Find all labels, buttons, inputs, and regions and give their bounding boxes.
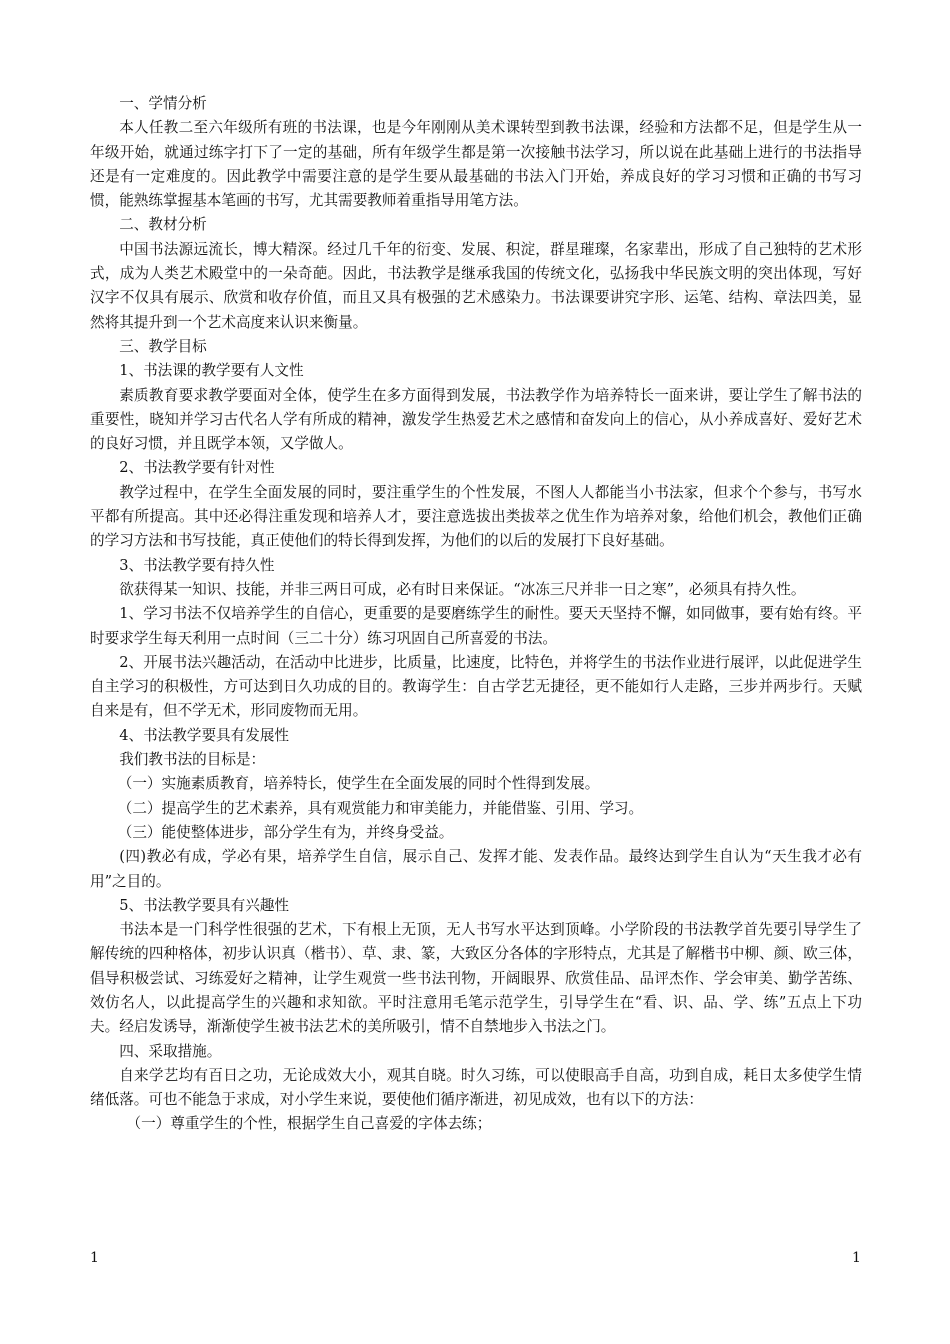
subheading: 1、书法课的教学要有人文性: [119, 362, 304, 380]
heading-measures: 四、采取措施。: [119, 1042, 222, 1060]
paragraph: 我们教书法的目标是：: [119, 751, 266, 769]
page-number-left: 1: [90, 1250, 99, 1266]
heading-material-analysis: 二、教材分析: [119, 216, 207, 234]
subheading: 2、书法教学要有针对性: [119, 459, 275, 477]
heading-learning-analysis: 一、学情分析: [119, 95, 207, 112]
subheading: 5、书法教学要具有兴趣性: [119, 896, 290, 914]
paragraph: 自来学艺均有百日之功，无论成效大小，观其自晓。时久习练，可以使眼高手自高，功到自成，耗日太多使学生情绪低落。可也不能急于求成，对小学生来说，要使他们循序渐进，初见成效，也有以下的方法：: [90, 1066, 862, 1109]
paragraph: 素质教育要求教学要面对全体，使学生在多方面得到发展，书法教学作为培养特长一面来讲，要让学生了解书法的重要性，晓知并学习古代名人学有所成的精神，激发学生热爱艺术之感情和奋发向上的信心，从小养成喜好、爱好艺术的良好习惯，并且既学本领，又学做人。: [90, 386, 862, 453]
heading-teaching-goals: 三、教学目标: [119, 337, 207, 355]
paragraph: 中国书法源远流长，博大精深。经过几千年的衍变、发展、积淀，群星璀璨，名家辈出，形成了自己独特的艺术形式，成为人类艺术殿堂中的一朵奇葩。因此，书法教学是继承我国的传统文化，弘扬我中华民族文明的突出体现，写好汉字不仅具有展示、欣赏和收存价值，而且又具有极强的艺术感染力。书法课要讲究字形、运笔、结构、章法四美，显然将其提升到一个艺术高度来认识来衡量。: [90, 240, 862, 331]
list-item: （二）提高学生的艺术素养，具有观赏能力和审美能力，并能借鉴、引用、学习。: [117, 799, 644, 817]
paragraph: 教学过程中，在学生全面发展的同时，要注重学生的个性发展，不图人人都能当小书法家，但求个个参与，书写水平都有所提高。其中还必得注重发现和培养人才，要注意选拔出类拔萃之优生作为培养对象，给他们机会，教他们正确的学习方法和书写技能，真正使他们的特长得到发挥，为他们的以后的发展打下良好基础。: [90, 483, 862, 550]
document-body: [90, 92, 862, 1137]
paragraph: (四)教必有成，学必有果，培养学生自信，展示自己、发挥才能、发表作品。最终达到学生自认为“天生我才必有用”之目的。: [90, 848, 862, 890]
paragraph: 1、学习书法不仅培养学生的自信心，更重要的是要磨练学生的耐性。要天天坚持不懈，如同做事，要有始有终。平时要求学生每天利用一点时间（三二十分）练习巩固自己所喜爱的书法。: [90, 605, 862, 647]
paragraph: 本人任教二至六年级所有班的书法课，也是今年刚刚从美术课转型到教书法课，经验和方法都不足，但是学生从一年级开始，就通过练字打下了一定的基础，所有年级学生都是第一次接触书法学习，所以说在此基础上进行的书法指导还是有一定难度的。因此教学中需要注意的是学生要从最基础的书法入门开始，养成良好的学习习惯和正确的书写习惯，能熟练掌握基本笔画的书写，尤其需要教师着重指导用笔方法。: [90, 119, 862, 210]
list-item: （一）实施素质教育，培养特长，使学生在全面发展的同时个性得到发展。: [117, 775, 600, 793]
subheading: 3、书法教学要有持久性: [119, 556, 275, 574]
subheading: 4、书法教学要具有发展性: [119, 726, 290, 744]
list-item: （三）能使整体进步，部分学生有为，并终身受益。: [117, 823, 454, 841]
paragraph: 欲获得某一知识、技能，并非三两日可成，必有时日来保证。“冰冻三尺并非一日之寒”，必须具有持久性。: [119, 580, 806, 598]
paragraph: 2、开展书法兴趣活动，在活动中比进步，比质量，比速度，比特色，并将学生的书法作业进行展评，以此促进学生自主学习的积极性，方可达到日久功成的目的。教诲学生：自古学艺无捷径，更不能如行人走路，三步并两步行。天赋自来是有，但不学无术，形同废物而无用。: [90, 653, 862, 720]
list-item: （一）尊重学生的个性，根据学生自己喜爱的字体去练；: [126, 1115, 492, 1133]
page-number-right: 1: [852, 1250, 861, 1266]
paragraph: 书法本是一门科学性很强的艺术，下有根上无顶，无人书写水平达到顶峰。小学阶段的书法教学首先要引导学生了解传统的四种格体，初步认识真（楷书）、草、隶、篆，大致区分各体的字形特点，尤其是了解楷书中柳、颜、欧三体，倡导积极尝试、习练爱好之精神，让学生观赏一些书法刊物，开阔眼界、欣赏佳品、品评杰作、学会审美、勤学苦练、效仿名人，以此提高学生的兴趣和求知欲。平时注意用毛笔示范学生，引导学生在“看、识、品、学、练”五点上下功夫。经启发诱导，渐渐使学生被书法艺术的美所吸引，情不自禁地步入书法之门。: [90, 921, 862, 1036]
